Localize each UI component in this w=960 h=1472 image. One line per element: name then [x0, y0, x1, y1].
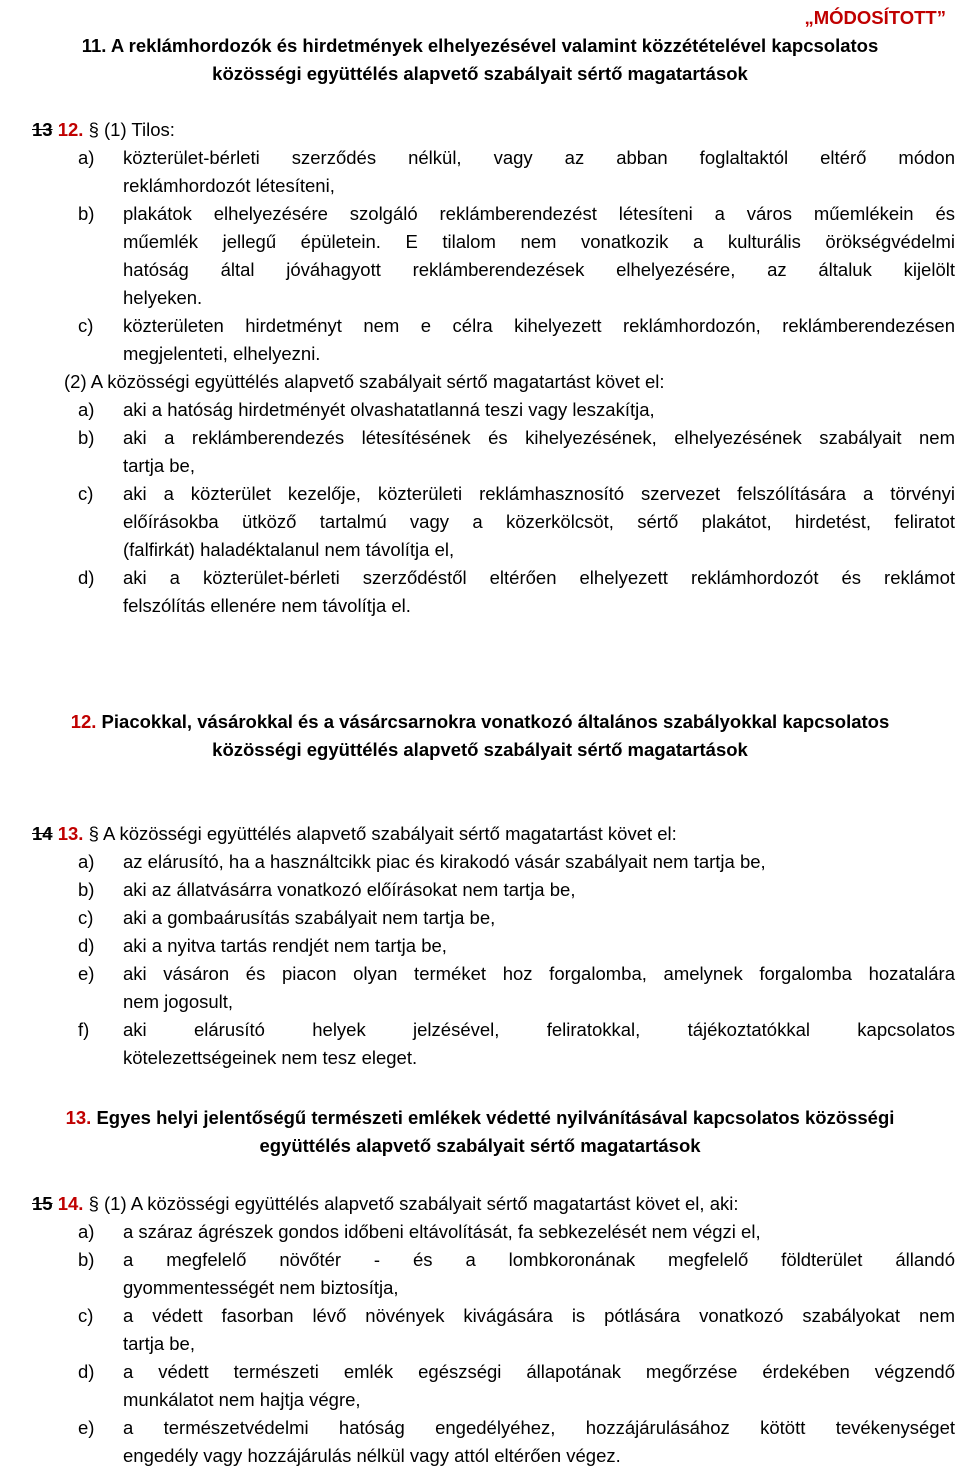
item-text-cont: tartja be,: [123, 455, 195, 476]
item-label: b): [78, 203, 95, 224]
old-paragraph-number: 13: [32, 119, 53, 140]
modified-badge: „MÓDOSÍTOTT”: [804, 7, 946, 28]
item-label: f): [78, 1019, 90, 1040]
item-text: közterületen hirdetményt nem e célra kihelyezett reklámhordozón, reklámberendezésen: [123, 315, 955, 336]
item-text: aki a közterület-bérleti szerződéstől eltérően elhelyezett reklámhordozót és reklámot: [123, 567, 955, 588]
section-12-title-line2: közösségi együttélés alapvető szabályait sértő magatartások: [212, 739, 748, 760]
item-label: a): [78, 399, 95, 420]
item-label: a): [78, 851, 95, 872]
section-13-title-text: Egyes helyi jelentőségű természeti emlékek védetté nyilvánításával kapcsolatos közösségi: [91, 1107, 895, 1128]
item-text-cont: megjelenteti, elhelyezni.: [123, 343, 321, 364]
section-12-title-text: Piacokkal, vásárokkal és a vásárcsarnokra vonatkozó általános szabályokkal kapcsolatos: [96, 711, 890, 732]
old-paragraph-number: 14: [32, 823, 53, 844]
item-text: aki az állatvásárra vonatkozó előírásokat nem tartja be,: [123, 879, 576, 900]
item-label: c): [78, 907, 94, 928]
item-label: c): [78, 483, 94, 504]
subsection-1-intro: (1) Tilos:: [104, 119, 175, 140]
item-text: közterület-bérleti szerződés nélkül, vagy az abban foglaltaktól eltérő módon: [123, 147, 955, 168]
item-text: a védett természeti emlék egészségi állapotának megőrzése érdekében végzendő: [123, 1361, 955, 1382]
item-label: b): [78, 427, 95, 448]
section-11-title-line2: közösségi együttélés alapvető szabályait sértő magatartások: [212, 63, 748, 84]
item-label: d): [78, 567, 95, 588]
item-text-cont: hatóság által jóváhagyott reklámberendezések elhelyezésére, az általuk kijelölt: [123, 259, 955, 280]
old-paragraph-number: 15: [32, 1193, 53, 1214]
item-text: a száraz ágrészek gondos időbeni eltávolítását, fa sebkezelését nem végzi el,: [123, 1221, 761, 1242]
item-text: aki a reklámberendezés létesítésének és kihelyezésének, elhelyezésének szabályait nem: [123, 427, 955, 448]
item-text-cont: munkálatot nem hajtja végre,: [123, 1389, 361, 1410]
subsection-2-intro: (2) A közösségi együttélés alapvető szabályait sértő magatartást követ el:: [64, 371, 665, 392]
item-label: b): [78, 1249, 95, 1270]
item-label: e): [78, 1417, 95, 1438]
item-text: aki elárusító helyek jelzésével, feliratokkal, tájékoztatókkal kapcsolatos: [123, 1019, 955, 1040]
new-paragraph-number: 12.: [57, 119, 84, 140]
item-text-cont: felszólítás ellenére nem távolítja el.: [123, 595, 411, 616]
item-label: a): [78, 1221, 95, 1242]
section-13-title-line1: [0, 1104, 960, 1132]
item-text: aki a közterület kezelője, közterületi reklámhasznosító szervezet felszólítására a törvényi: [123, 483, 955, 504]
item-text: a természetvédelmi hatóság engedélyéhez, hozzájárulásához kötött tevékenységet: [123, 1417, 955, 1438]
item-text: aki a hatóság hirdetményét olvashatatlanná teszi vagy leszakítja,: [123, 399, 655, 420]
item-text: aki a nyitva tartás rendjét nem tartja be,: [123, 935, 447, 956]
item-text-cont: nem jogosult,: [123, 991, 234, 1012]
section-11-title-line1: 11. A reklámhordozók és hirdetmények elhelyezésével valamint közzétételével kapcsolatos: [81, 35, 879, 56]
item-label: c): [78, 1305, 94, 1326]
item-label: d): [78, 1361, 95, 1382]
new-paragraph-number: 14.: [57, 1193, 84, 1214]
item-text: aki vásáron és piacon olyan terméket hoz forgalomba, amelynek forgalomba hozatalára: [123, 963, 955, 984]
item-text-cont: tartja be,: [123, 1333, 195, 1354]
item-text-cont: (falfirkát) haladéktalanul nem távolítja el,: [123, 539, 455, 560]
paragraph-intro: (1) A közösségi együttélés alapvető szabályait sértő magatartást követ el, aki:: [98, 1193, 739, 1214]
paragraph-13-heading: [32, 820, 677, 848]
section-13-number: 13.: [65, 1107, 92, 1128]
paragraph-12-heading: [32, 116, 175, 144]
item-label: d): [78, 935, 95, 956]
paragraph-sign: §: [88, 823, 99, 844]
item-label: a): [78, 147, 95, 168]
item-text-cont: előírásokba ütköző tartalmú vagy a közerkölcsöt, sértő plakátot, hirdetést, feliratot: [123, 511, 955, 532]
paragraph-14-heading: [32, 1190, 739, 1218]
item-label: e): [78, 963, 95, 984]
section-13-title-line2: együttélés alapvető szabályait sértő magatartások: [259, 1135, 701, 1156]
paragraph-sign: §: [88, 119, 99, 140]
section-12-title-line1: [0, 708, 960, 736]
item-text-cont: engedély vagy hozzájárulás nélkül vagy attól eltérően végez.: [123, 1445, 621, 1466]
item-text: a védett fasorban lévő növények kivágására is pótlására vonatkozó szabályokat nem: [123, 1305, 955, 1326]
item-text-cont: műemlék jellegű épületein. E tilalom nem vonatkozik a kulturális örökségvédelmi: [123, 231, 955, 252]
new-paragraph-number: 13.: [57, 823, 84, 844]
paragraph-sign: §: [88, 1193, 99, 1214]
item-text: az elárusító, ha a használtcikk piac és kirakodó vásár szabályait nem tartja be,: [123, 851, 766, 872]
item-text: a megfelelő növőtér - és a lombkoronának megfelelő földterület állandó: [123, 1249, 955, 1270]
section-12-number: 12.: [70, 711, 97, 732]
item-text: plakátok elhelyezésére szolgáló reklámberendezést létesíteni a város műemlékein és: [123, 203, 955, 224]
item-text-cont: kötelezettségeinek nem tesz eleget.: [123, 1047, 418, 1068]
item-text-cont: helyeken.: [123, 287, 203, 308]
item-label: c): [78, 315, 94, 336]
item-text-cont: gyommentességét nem biztosítja,: [123, 1277, 399, 1298]
paragraph-intro: A közösségi együttélés alapvető szabályait sértő magatartást követ el:: [98, 823, 677, 844]
item-label: b): [78, 879, 95, 900]
item-text-cont: reklámhordozót létesíteni,: [123, 175, 335, 196]
item-text: aki a gombaárusítás szabályait nem tartja be,: [123, 907, 496, 928]
